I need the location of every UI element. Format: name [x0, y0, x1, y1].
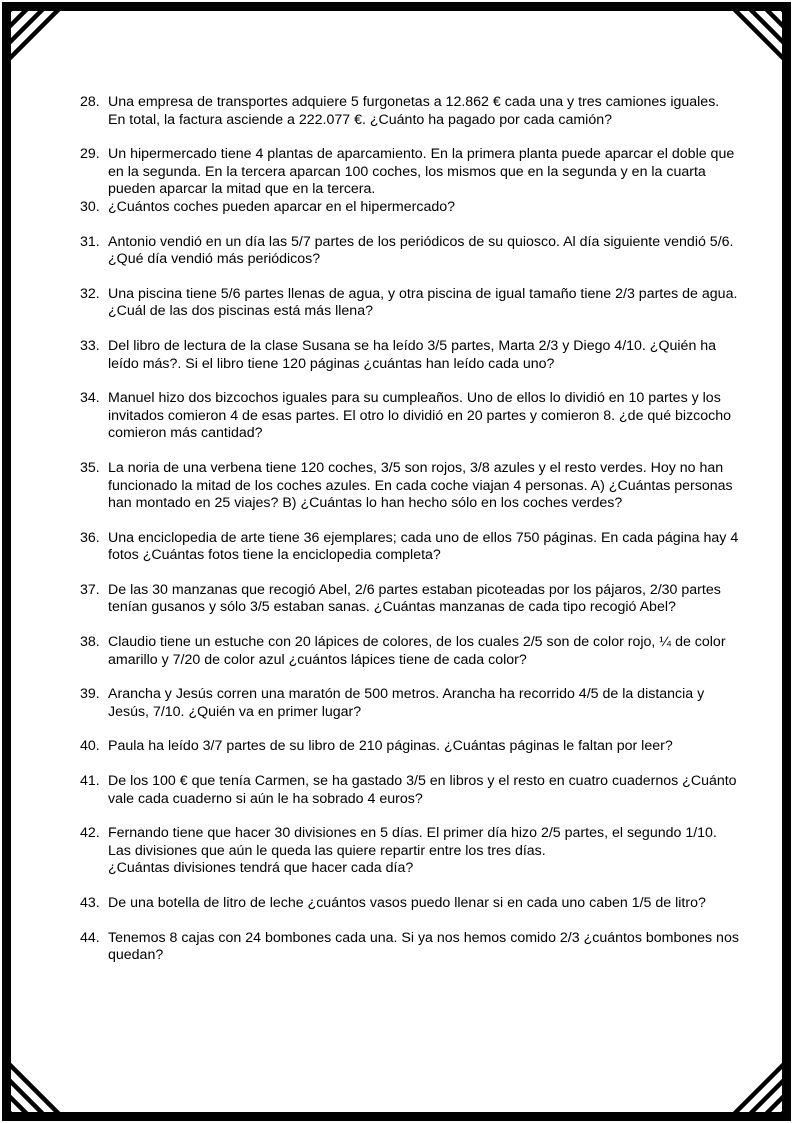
problem-item — [80, 773, 740, 808]
corner-ornament-bottom-left — [2, 1055, 68, 1121]
problem-item — [80, 338, 740, 373]
problem-item — [80, 146, 740, 199]
problem-item — [80, 234, 740, 269]
corner-ornament-top-left — [2, 2, 68, 68]
problem-text: De los 100 € que tenía Carmen, se ha gastado 3/5 en libros y el resto en cuatro cuadernos ¿Cuánto vale cada cuaderno si aún le ha sobrado 4 euros? — [108, 773, 737, 807]
problem-number: 28. — [80, 94, 100, 110]
problem-number: 42. — [80, 825, 100, 842]
problem-item — [80, 634, 740, 669]
corner-ornament-bottom-right — [725, 1055, 791, 1121]
problem-item — [80, 530, 740, 565]
problem-item — [80, 738, 740, 756]
problem-number: 38. — [80, 634, 100, 651]
problem-item — [80, 460, 740, 513]
problem-text: De una botella de litro de leche ¿cuántos vasos puedo llenar si en cada uno caben 1/5 de litro? — [108, 895, 706, 911]
problem-number: 41. — [80, 773, 100, 790]
problem-item — [80, 390, 740, 443]
problem-text: Un hipermercado tiene 4 plantas de aparcamiento. En la primera planta puede aparcar el doble que en la segunda. En la tercera aparcan 100 coches, los mismos que en la segunda y en la cuarta pueden aparcar la mitad que en la tercera. — [108, 146, 735, 198]
problem-text: ¿Cuántos coches pueden aparcar en el hipermercado? — [108, 198, 456, 215]
problem-text: Manuel hizo dos bizcochos iguales para su cumpleaños. Uno de ellos lo dividió en 10 partes y los invitados comieron 4 de esas partes. El otro lo dividió en 20 partes y comieron 8. ¿de qué bizcocho comieron más cantidad? — [108, 390, 732, 442]
problem-number: 43. — [80, 895, 100, 911]
problem-number: 31. — [80, 233, 100, 250]
corner-ornament-top-right — [725, 2, 791, 68]
problem-text: Antonio vendió en un día las 5/7 partes de los periódicos de su quiosco. Al día siguiente vendió 5/6. ¿Qué día vendió más periódicos? — [108, 233, 734, 268]
problem-item — [80, 582, 740, 617]
problem-text: Una empresa de transportes adquiere 5 furgonetas a 12.862 € cada una y tres camiones iguales. En total, la factura asciende a 222.077 €. ¿Cuánto ha pagado por cada camión? — [108, 94, 720, 128]
problem-text: Claudio tiene un estuche con 20 lápices de colores, de los cuales 2/5 son de color rojo, ¼ de color amarillo y 7/20 de color azul ¿cuántos lápices tiene de cada color? — [108, 634, 726, 668]
problem-number: 44. — [80, 929, 100, 946]
problem-number: 29. — [80, 146, 100, 163]
problem-number: 36. — [80, 529, 100, 546]
problem-number: 40. — [80, 738, 100, 755]
problem-text: Del libro de lectura de la clase Susana se ha leído 3/5 partes, Marta 2/3 y Diego 4/10. ¿Quién ha leído más?. Si el libro tiene 120 páginas ¿cuántas han leído cada uno? — [108, 337, 717, 372]
problem-number: 32. — [80, 285, 100, 302]
problem-list — [80, 94, 740, 965]
problem-text: Tenemos 8 cajas con 24 bombones cada una. Si ya nos hemos comido 2/3 ¿cuántos bombones nos quedan? — [108, 929, 739, 964]
problem-text: De las 30 manzanas que recogió Abel, 2/6 partes estaban picoteadas por los pájaros, 2/30 partes tenían gusanos y sólo 3/5 estaban sanas. ¿Cuántas manzanas de cada tipo recogió Abel? — [108, 581, 721, 616]
problem-number: 34. — [80, 390, 100, 407]
problem-item — [80, 94, 740, 129]
problem-number: 35. — [80, 459, 100, 476]
problem-number: 33. — [80, 337, 100, 354]
problem-item — [80, 199, 740, 217]
problem-item — [80, 825, 740, 878]
problem-item — [80, 930, 740, 965]
problem-item — [80, 895, 740, 913]
problem-text: Arancha y Jesús corren una maratón de 500 metros. Arancha ha recorrido 4/5 de la distancia y Jesús, 7/10. ¿Quién va en primer lugar? — [108, 686, 705, 720]
problem-text: Paula ha leído 3/7 partes de su libro de 210 páginas. ¿Cuántas páginas le faltan por leer? — [108, 738, 673, 755]
problem-text: Una piscina tiene 5/6 partes llenas de agua, y otra piscina de igual tamaño tiene 2/3 partes de agua. ¿Cuál de las dos piscinas está más llena? — [108, 285, 738, 320]
problem-text: La noria de una verbena tiene 120 coches, 3/5 son rojos, 3/8 azules y el resto verdes. Hoy no han funcionado la mitad de los coches azules. En cada coche viajan 4 personas. A) ¿Cuántas personas han montado en 25 viajes? B) ¿Cuántas lo han hecho sólo en los coches verdes? — [108, 459, 733, 512]
problem-number: 39. — [80, 686, 100, 703]
problem-number: 37. — [80, 581, 100, 598]
problem-number: 30. — [80, 198, 100, 215]
problem-item — [80, 686, 740, 721]
problem-item — [80, 286, 740, 321]
problem-text: Una enciclopedia de arte tiene 36 ejemplares; cada uno de ellos 750 páginas. En cada página hay 4 fotos ¿Cuántas fotos tiene la enciclopedia completa? — [108, 529, 739, 564]
problem-text: Fernando tiene que hacer 30 divisiones en 5 días. El primer día hizo 2/5 partes, el segundo 1/10. Las divisiones que aún le queda las quiere repartir entre los tres días. ¿Cuántas divisiones tendrá que hacer cada día? — [108, 825, 717, 877]
